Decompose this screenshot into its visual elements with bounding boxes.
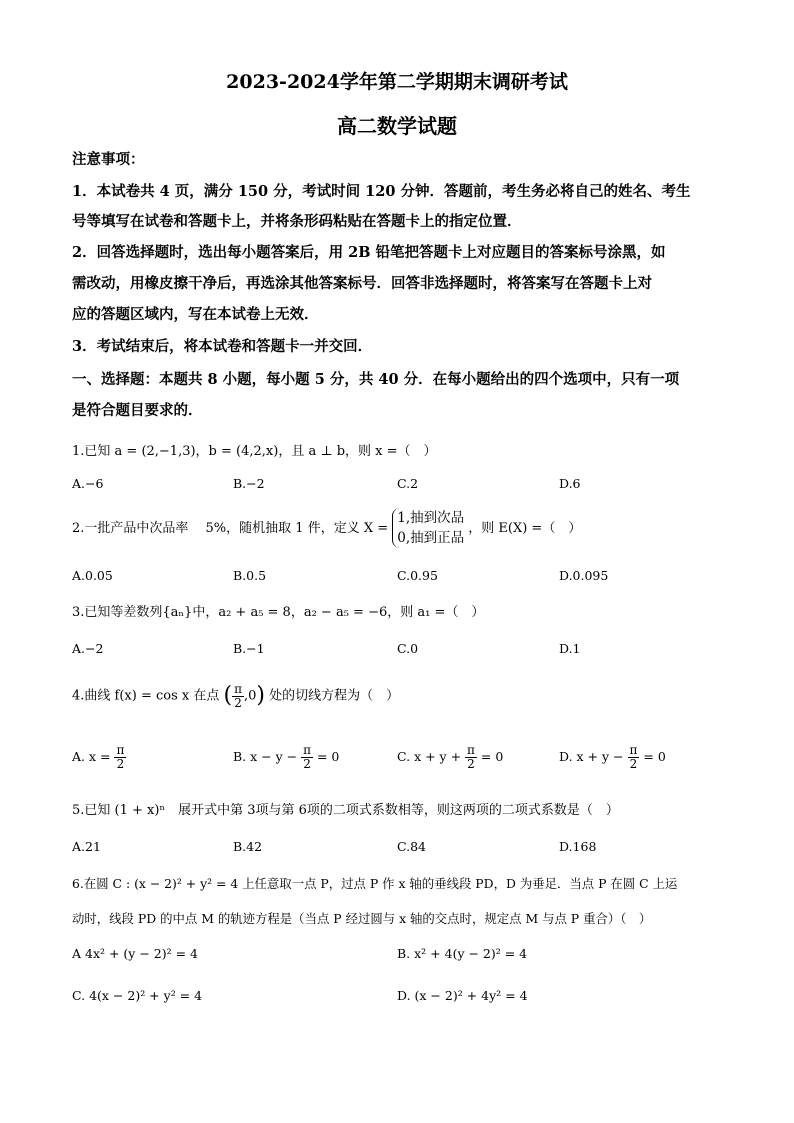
q4-c-post: = 0: [480, 749, 504, 764]
question-5-stem: 5.已知 (1 + x)ⁿ 展开式中第 3项与第 6项的二项式系数相等，则这两项的二项式系数是（ ）: [72, 803, 619, 818]
q5-option-c: C.84: [397, 839, 426, 854]
q1-option-b: B.−2: [233, 476, 265, 491]
q4-d-pre: D. x + y −: [559, 749, 624, 764]
exam-title: 2023-2024学年第二学期期末调研考试: [226, 71, 568, 93]
q4-a-pre: A. x =: [72, 749, 111, 764]
q4-point-fraction: [232, 683, 244, 710]
notice-line: 3．考试结束后，将本试卷和答题卡一并交回．: [72, 338, 373, 355]
q3-option-a: A.−2: [72, 641, 104, 656]
q5-option-d: D.168: [559, 839, 597, 854]
q6-option-b: B. x² + 4(y − 2)² = 4: [397, 946, 528, 961]
q4-d-frac: [628, 744, 640, 771]
question-4-stem: [72, 676, 732, 717]
q4-b-frac: [301, 744, 313, 771]
section-heading: 是符合题目要求的．: [72, 402, 203, 419]
q2-cases: [392, 508, 464, 548]
notice-line: 号等填写在试卷和答题卡上，并将条形码粘贴在答题卡上的指定位置．: [72, 213, 522, 230]
q4-point-num: π: [234, 681, 242, 696]
q4-option-c: [397, 741, 503, 773]
q6-option-c: C. 4(x − 2)² + y² = 4: [72, 988, 203, 1003]
notice-line: 2．回答选择题时，选出每小题答案后，用 2B 铅笔把答题卡上对应题目的答案标号涂黑，如: [72, 244, 666, 261]
q4-option-b: [233, 741, 339, 773]
q4-paren-close: ): [256, 683, 265, 708]
q6-option-d: D. (x − 2)² + 4y² = 4: [397, 988, 528, 1003]
q2-option-a: A.0.05: [72, 568, 113, 583]
q4-b-pre: B. x − y −: [233, 749, 298, 764]
q4-c-frac: [465, 744, 477, 771]
q5-option-b: B.42: [233, 839, 263, 854]
q4-c-num: π: [467, 743, 475, 757]
q4-point-comma: ,0: [243, 688, 257, 704]
notice-line: 1．本试卷共 4 页，满分 150 分，考试时间 120 分钟．答题前，考生务必将自己的姓名、考生: [72, 183, 691, 200]
q4-c-pre: C. x + y +: [397, 749, 462, 764]
q4-prefix: 4.曲线 f(x) = cos x 在点: [72, 688, 220, 704]
notice-line: 需改动，用橡皮擦干净后，再选涂其他答案标号．回答非选择题时，将答案写在答题卡上对: [72, 275, 652, 292]
q2-prefix: 2.一批产品中次品率 5%，随机抽取 1 件，定义 X =: [72, 520, 389, 536]
notice-line: 应的答题区域内，写在本试卷上无效．: [72, 306, 319, 323]
q4-c-den: 2: [467, 757, 475, 771]
q4-a-frac: [114, 744, 126, 771]
q1-option-c: C.2: [397, 476, 419, 491]
exam-subtitle: 高二数学试题: [337, 114, 457, 138]
question-1-stem: 1.已知 a = (2,−1,3)，b = (4,2,x)，且 a ⊥ b，则 x =（ ）: [72, 444, 437, 459]
q3-option-d: D.1: [559, 641, 581, 656]
q4-d-den: 2: [629, 757, 638, 771]
q2-case-2: 0,抽到正品: [397, 530, 465, 546]
q2-option-d: D.0.095: [559, 568, 609, 583]
q4-a-num: π: [116, 743, 125, 757]
q1-option-a: A.−6: [72, 476, 104, 491]
notice-heading: 注意事项：: [72, 151, 145, 168]
q3-option-b: B.−1: [233, 641, 265, 656]
q4-d-post: = 0: [643, 749, 666, 764]
q4-suffix: 处的切线方程为（ ）: [269, 688, 400, 704]
q2-piecewise: [392, 508, 464, 549]
q4-b-num: π: [303, 743, 311, 757]
q2-option-b: B.0.5: [233, 568, 267, 583]
question-6-stem-line-2: 动时，线段 PD 的中点 M 的轨迹方程是（当点 P 经过圆与 x 轴的交点时，规定点 M 与点 P 重合）（ ）: [72, 911, 652, 926]
q4-a-den: 2: [116, 757, 125, 771]
q5-option-a: A.21: [72, 839, 101, 854]
q4-b-den: 2: [303, 757, 311, 771]
q4-option-a: [72, 741, 126, 773]
q4-option-d: [559, 741, 666, 773]
q1-option-d: D.6: [559, 476, 581, 491]
q4-d-num: π: [629, 743, 638, 757]
q6-option-a: A 4x² + (y − 2)² = 4: [72, 946, 199, 961]
q4-paren-open: (: [223, 683, 233, 708]
q4-b-post: = 0: [316, 749, 340, 764]
q2-suffix: ，则 E(X) =（ ）: [468, 520, 582, 536]
q2-option-c: C.0.95: [397, 568, 438, 583]
q4-point-den: 2: [234, 695, 242, 710]
q3-option-c: C.0: [397, 641, 419, 656]
question-2-stem: [72, 508, 732, 549]
question-3-stem: 3.已知等差数列{aₙ}中，a₂ + a₅ = 8，a₂ − a₅ = −6，则 a₁ =（ ）: [72, 605, 485, 620]
section-heading: 一、选择题：本题共 8 小题，每小题 5 分，共 40 分．在每小题给出的四个选项中，只有一项: [72, 371, 680, 388]
q2-case-1: 1,抽到次品: [397, 510, 465, 526]
question-6-stem-line-1: 6.在圆 C : (x − 2)² + y² = 4 上任意取一点 P，过点 P 作 x 轴的垂线段 PD，D 为垂足．当点 P 在圆 C 上运: [72, 876, 678, 891]
